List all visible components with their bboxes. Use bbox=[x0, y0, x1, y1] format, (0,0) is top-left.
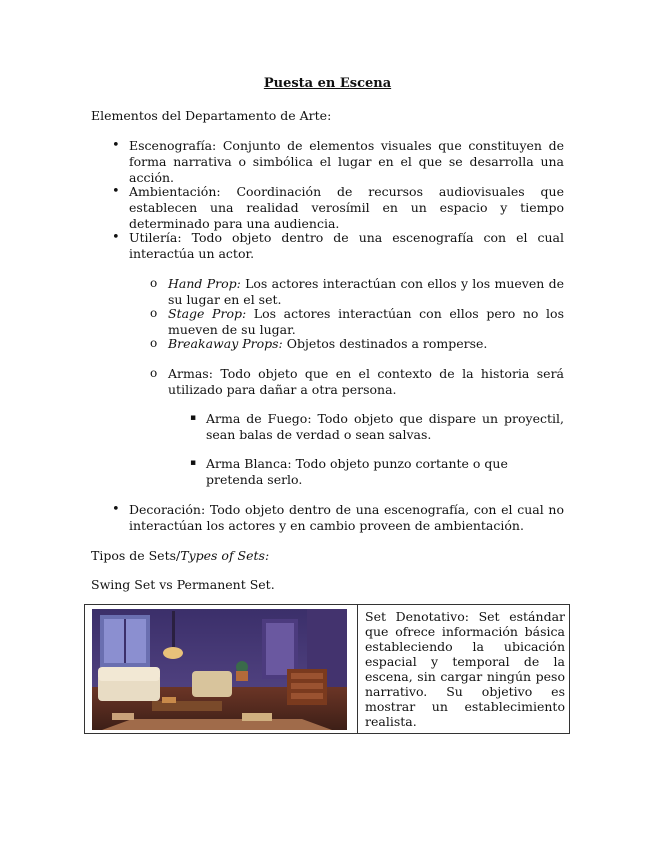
types-of-sets-heading bbox=[91, 548, 269, 564]
bullet-ambientacion bbox=[129, 184, 564, 232]
stage-prop-term: Stage Prop: bbox=[168, 306, 247, 321]
bullet-circle: o bbox=[150, 336, 158, 350]
bullet-square: ▪ bbox=[190, 413, 197, 423]
sub-bullet-armas bbox=[168, 366, 564, 398]
hand-prop-text: Los actores interactúan con ellos y los mueven de su lugar en el set. bbox=[168, 276, 564, 307]
set-denotativo-text: Set Denotativo: Set estándar que ofrece información básica estableciendo la ubicación espacial y temporal de la escena, sin cargar ningún peso narrativo. Su objetivo es mostrar un establecimiento realista. bbox=[365, 609, 565, 729]
types-label-italic: Types of Sets: bbox=[180, 548, 270, 563]
intro-text: Elementos del Departamento de Arte: bbox=[91, 108, 332, 123]
breakaway-text: Objetos destinados a romperse. bbox=[282, 336, 488, 351]
swing-set-label: Swing Set vs Permanent Set. bbox=[91, 577, 275, 592]
bullet-dot: • bbox=[112, 138, 120, 153]
types-label: Tipos de Sets/ bbox=[91, 548, 181, 563]
decoracion-term: Decoración: bbox=[129, 502, 206, 517]
breakaway-term: Breakaway Props: bbox=[168, 336, 283, 351]
image-cell bbox=[85, 605, 358, 733]
armas-term: Armas: bbox=[168, 366, 213, 381]
ambientacion-text: Coordinación de recursos audiovisuales que establecen una realidad verosímil en un espacio y tiempo determinado para una audiencia. bbox=[129, 184, 564, 231]
utileria-term: Utilería: bbox=[129, 230, 182, 245]
weapon-fuego: Arma de Fuego: Todo objeto que dispare un proyectil, sean balas de verdad o sean salvas. bbox=[206, 411, 564, 442]
sub-bullet-hand-prop bbox=[168, 276, 564, 308]
bullet-circle: o bbox=[150, 306, 158, 320]
decoracion-text: Todo objeto dentro de una escenografía, con el cual no interactúan los actores y en cambio proveen de ambientación. bbox=[129, 502, 564, 533]
bullet-dot: • bbox=[112, 502, 120, 517]
escenografia-term: Escenografía: bbox=[129, 138, 217, 153]
armas-text: Todo objeto que en el contexto de la historia será utilizado para dañar a otra persona. bbox=[168, 366, 564, 397]
sub-bullet-breakaway bbox=[168, 336, 564, 352]
bullet-decoracion bbox=[129, 502, 564, 534]
bullet-square: ▪ bbox=[190, 458, 197, 468]
page-title: Puesta en Escena bbox=[263, 76, 392, 91]
ambientacion-term: Ambientación: bbox=[129, 184, 221, 199]
set-photo bbox=[92, 609, 347, 730]
escenografia-text: Conjunto de elementos visuales que constituyen de forma narrativa o simbólica el lugar en el que se desarrolla una acción. bbox=[129, 138, 564, 185]
utileria-text: Todo objeto dentro de una escenografía con el cual interactúa un actor. bbox=[129, 230, 564, 261]
stage-prop-text: Los actores interactúan con ellos pero no los mueven de su lugar. bbox=[168, 306, 564, 337]
living-room-photo bbox=[92, 609, 347, 730]
bullet-dot: • bbox=[112, 230, 120, 245]
bullet-dot: • bbox=[112, 184, 120, 199]
weapon-blanca: Arma Blanca: Todo objeto punzo cortante o que pretenda serlo. bbox=[206, 456, 508, 487]
set-table bbox=[84, 604, 570, 734]
bullet-escenografia bbox=[129, 138, 564, 186]
bullet-utileria bbox=[129, 230, 564, 262]
bullet-circle: o bbox=[150, 276, 158, 290]
hand-prop-term: Hand Prop: bbox=[168, 276, 241, 291]
bullet-circle: o bbox=[150, 366, 158, 380]
sub-bullet-stage-prop bbox=[168, 306, 564, 338]
